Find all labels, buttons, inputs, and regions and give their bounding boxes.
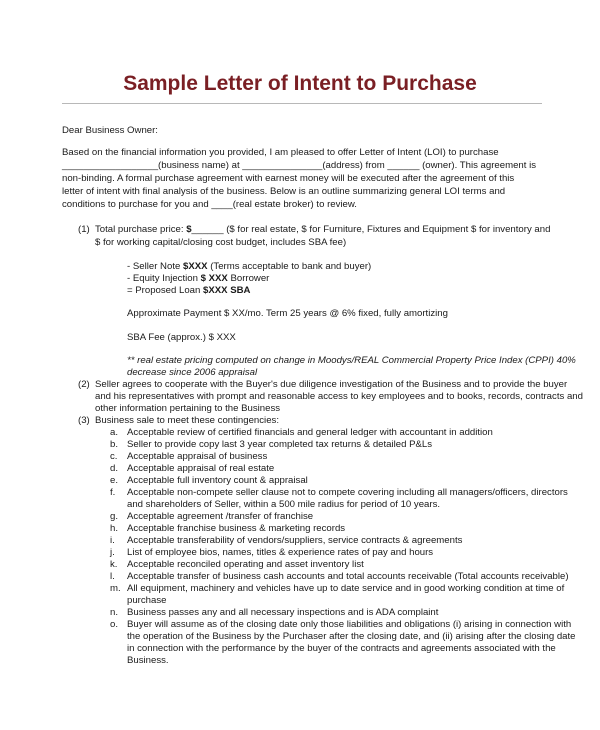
- intro-line-2-text-a: (business name) at: [158, 160, 243, 171]
- list-marker: d.: [110, 463, 119, 474]
- contingency-item: Acceptable non-compete seller clause not to compete covering including all managers/officers, directors: [127, 487, 568, 498]
- list-marker: l.: [110, 571, 115, 582]
- owner-blank[interactable]: ______: [387, 160, 420, 171]
- equity-injection-line: [127, 273, 269, 285]
- contingency-item: Seller to provide copy last 3 year completed tax returns & detailed P&Ls: [127, 439, 433, 450]
- item-2-line-2: and his representatives with prompt and reasonable access to key employees and to books, records, contracts and: [95, 391, 583, 402]
- contingency-item: Acceptable franchise business & marketing records: [127, 523, 346, 534]
- item-3-intro: Business sale to meet these contingencies:: [95, 415, 279, 426]
- purchase-price-line: [95, 224, 550, 236]
- contingency-item: Acceptable appraisal of real estate: [127, 463, 275, 474]
- broker-blank[interactable]: ____: [211, 199, 233, 210]
- intro-line-5-text-a: conditions to purchase for you and: [62, 199, 212, 210]
- purchase-price-currency: $: [186, 224, 192, 235]
- intro-line-2-text-b: (address) from: [322, 160, 388, 171]
- contingency-item: Buyer will assume as of the closing date only those liabilities and obligations (i) arising in connection with: [127, 619, 572, 630]
- salutation: Dear Business Owner:: [62, 125, 158, 136]
- list-marker: h.: [110, 523, 119, 534]
- contingency-item: Acceptable agreement /transfer of franchise: [127, 511, 314, 522]
- item-1-number: (1): [78, 224, 90, 235]
- proposed-loan-amount: $XXX SBA: [203, 285, 251, 296]
- contingency-item: Acceptable review of certified financials and general ledger with accountant in addition: [127, 427, 493, 438]
- pricing-note-line-2: decrease since 2006 appraisal: [127, 367, 258, 378]
- pricing-note-line-1: ** real estate pricing computed on change in Moodys/REAL Commercial Property Price Index (CPPI) 40%: [127, 355, 576, 366]
- seller-note-amount: $XXX: [182, 261, 208, 272]
- contingency-item: Business passes any and all necessary inspections and is ADA complaint: [127, 607, 439, 618]
- list-marker: g.: [110, 511, 119, 522]
- contingency-item: List of employee bios, names, titles & experience rates of pay and hours: [127, 547, 434, 558]
- intro-line-3: non-binding. A formal purchase agreement with earnest money will be executed after the agreement of this: [62, 173, 515, 184]
- list-marker: i.: [110, 535, 115, 546]
- contingency-item: Acceptable appraisal of business: [127, 451, 268, 462]
- address-blank[interactable]: _______________: [242, 160, 323, 171]
- business-name-blank[interactable]: __________________: [62, 160, 159, 171]
- list-marker: a.: [110, 427, 119, 438]
- contingency-item: Acceptable full inventory count & appraisal: [127, 475, 308, 486]
- page-title: Sample Letter of Intent to Purchase: [123, 72, 477, 95]
- contingency-item-continued: Business.: [127, 655, 169, 666]
- list-marker: f.: [110, 487, 116, 498]
- contingency-item-continued: the operation of the Business by the Purchaser after the closing date, and (ii) arising after the closing date: [127, 631, 576, 642]
- purchase-price-label: Total purchase price:: [95, 224, 187, 235]
- item-2-line-1: Seller agrees to cooperate with the Buyer's due diligence investigation of the Business and to provide the buyer: [95, 379, 568, 390]
- contingency-item-continued: and shareholders of Seller, within a 500 mile radius for period of 10 years.: [127, 499, 441, 510]
- list-marker: e.: [110, 475, 119, 486]
- list-marker: m.: [110, 583, 121, 594]
- item-3-number: (3): [78, 415, 90, 426]
- item-2-line-3: other information pertaining to the Business: [95, 403, 281, 414]
- intro-line-4: letter of intent with final analysis of the business. Below is an outline summarizing general LOI terms and: [62, 186, 506, 197]
- proposed-loan-line: [127, 285, 250, 297]
- intro-line-2-text-c: (owner). This agreement is: [419, 160, 536, 171]
- equity-injection-party: Borrower: [227, 273, 270, 284]
- purchase-price-blank[interactable]: ______: [191, 224, 224, 235]
- sba-fee: SBA Fee (approx.) $ XXX: [127, 332, 236, 343]
- list-marker: c.: [110, 451, 118, 462]
- intro-line-5: [62, 199, 357, 211]
- item-2-number: (2): [78, 379, 90, 390]
- equity-injection-label: - Equity Injection: [127, 273, 201, 284]
- list-marker: j.: [110, 547, 115, 558]
- approximate-payment: Approximate Payment $ XX/mo. Term 25 years @ 6% fixed, fully amortizing: [127, 308, 448, 319]
- purchase-price-breakdown: ($ for real estate, $ for Furniture, Fixtures and Equipment $ for inventory and: [223, 224, 551, 235]
- seller-note-line: [127, 261, 371, 273]
- contingency-item: All equipment, machinery and vehicles have up to date service and in good working condition at time of: [127, 583, 565, 594]
- intro-line-2: [62, 160, 536, 172]
- list-marker: b.: [110, 439, 119, 450]
- seller-note-label: - Seller Note: [127, 261, 183, 272]
- contingency-item-continued: purchase: [127, 595, 167, 606]
- contingency-item: Acceptable transfer of business cash accounts and total accounts receivable (Total accounts receivable): [127, 571, 569, 582]
- proposed-loan-label: = Proposed Loan: [127, 285, 204, 296]
- seller-note-terms: (Terms acceptable to bank and buyer): [207, 261, 372, 272]
- list-marker: k.: [110, 559, 118, 570]
- working-capital-line: $ for working capital/closing cost budget, includes SBA fee): [95, 237, 347, 248]
- list-marker: o.: [110, 619, 119, 630]
- contingency-item-continued: in connection with the performance by the buyer of the contracts and agreements associated with the: [127, 643, 556, 654]
- title-divider: [62, 103, 542, 104]
- contingency-item: Acceptable transferability of vendors/suppliers, service contracts & agreements: [127, 535, 463, 546]
- intro-line-1: Based on the financial information you provided, I am pleased to offer Letter of Intent (LOI) to purchase: [62, 147, 499, 158]
- list-marker: n.: [110, 607, 119, 618]
- intro-line-5-text-b: (real estate broker) to review.: [232, 199, 357, 210]
- contingency-item: Acceptable reconciled operating and asset inventory list: [127, 559, 364, 570]
- equity-injection-amount: $ XXX: [200, 273, 228, 284]
